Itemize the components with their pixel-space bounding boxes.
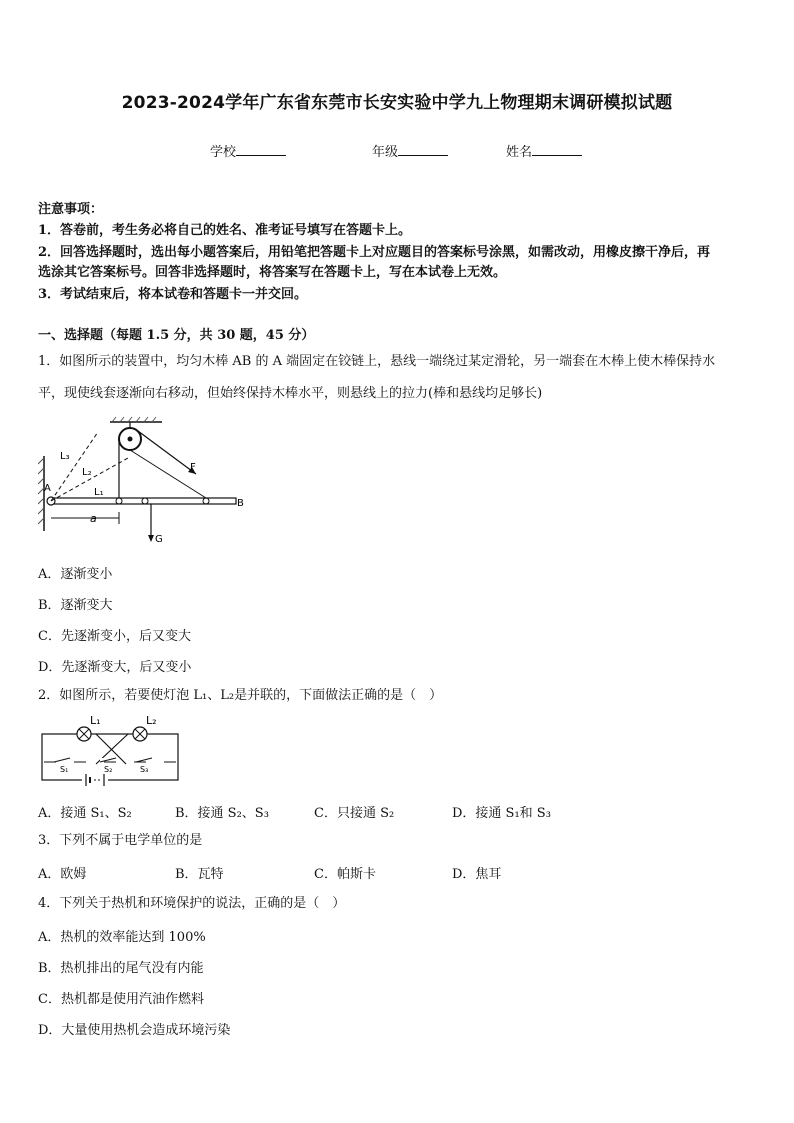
q2-option-c: C．只接通 S₂ (314, 806, 395, 821)
q2-option-b: B．接通 S₂、S₃ (175, 806, 269, 821)
label-B: B (237, 498, 244, 509)
q4-option-b: B．热机排出的尾气没有内能 (38, 961, 204, 976)
q1-option-a: A．逐渐变小 (38, 567, 113, 582)
q3-option-d: D．焦耳 (452, 867, 502, 882)
note-item: 1．答卷前，考生务必将自己的姓名、准考证号填写在答题卡上。 (38, 223, 412, 238)
q2-stem: 2．如图所示，若要使灯泡 L₁、L₂是并联的，下面做法正确的是（ ） (38, 688, 443, 703)
q3-stem: 3．下列不属于电学单位的是 (38, 833, 203, 848)
note-item: 3．考试结束后，将本试卷和答题卡一并交回。 (38, 287, 308, 302)
q2-circuit-figure (38, 712, 184, 788)
school-field (210, 141, 286, 160)
q3-option-b: B．瓦特 (175, 867, 224, 882)
q1-option-d: D．先逐渐变大，后又变小 (38, 660, 192, 675)
note-item: 选涂其它答案标号。回答非选择题时，将答案写在答题卡上，写在本试卷上无效。 (38, 265, 507, 280)
q1-lever-figure (38, 416, 248, 544)
label-L1: L₁ (94, 487, 104, 498)
label-S3: S₃ (140, 765, 149, 774)
grade-label: 年级 (372, 145, 399, 160)
label-a: a (90, 512, 97, 525)
q2-option-a: A．接通 S₁、S₂ (38, 806, 132, 821)
notes-heading: 注意事项： (38, 202, 104, 217)
q1-stem-line1: 1．如图所示的装置中，均匀木棒 AB 的 A 端固定在铰链上，悬线一端绕过某定滑轮，另一端套在木棒上使木棒保持水 (38, 354, 716, 369)
q3-option-a: A．欧姆 (38, 867, 87, 882)
q2-option-d: D．接通 S₁和 S₃ (452, 806, 551, 821)
label-L1: L₁ (90, 714, 101, 727)
section-heading: 一、选择题（每题 1.5 分，共 30 题，45 分） (38, 328, 315, 343)
label-L3: L₃ (60, 451, 70, 462)
label-S2: S₂ (104, 765, 113, 774)
label-L2: L₂ (82, 467, 92, 478)
label-L2: L₂ (146, 714, 157, 727)
label-A: A (44, 483, 51, 494)
name-label: 姓名 (506, 145, 533, 160)
label-G: G (155, 534, 163, 544)
grade-field (372, 141, 448, 160)
name-blank (532, 143, 582, 156)
grade-blank (398, 143, 448, 156)
q3-option-c: C．帕斯卡 (314, 867, 376, 882)
school-blank (236, 143, 286, 156)
q1-stem-line2: 平，现使线套逐渐向右移动，但始终保持木棒水平，则悬线上的拉力(棒和悬线均足够长) (38, 386, 543, 401)
q4-option-a: A．热机的效率能达到 100% (38, 930, 206, 945)
q1-option-c: C．先逐渐变小，后又变大 (38, 629, 191, 644)
q4-option-d: D．大量使用热机会造成环境污染 (38, 1023, 231, 1038)
note-item: 2．回答选择题时，选出每小题答案后，用铅笔把答题卡上对应题目的答案标号涂黑，如需改动，用橡皮擦干净后，再 (38, 245, 711, 260)
school-label: 学校 (210, 145, 237, 160)
label-F: F (190, 462, 196, 473)
q1-option-b: B．逐渐变大 (38, 598, 113, 613)
page-title: 2023-2024学年广东省东莞市长安实验中学九上物理期末调研模拟试题 (121, 93, 673, 113)
q4-stem: 4．下列关于热机和环境保护的说法，正确的是（ ） (38, 896, 346, 911)
name-field (506, 141, 582, 160)
q4-option-c: C．热机都是使用汽油作燃料 (38, 992, 204, 1007)
label-S1: S₁ (60, 765, 69, 774)
